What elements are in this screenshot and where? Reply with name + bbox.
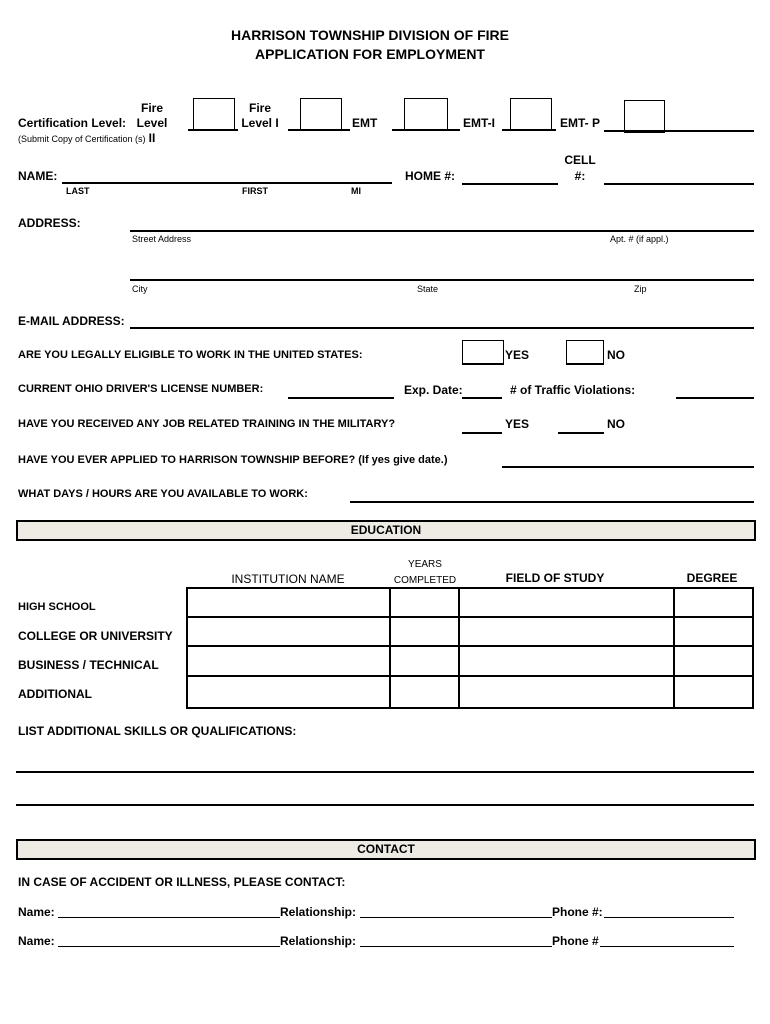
applied-before-date-field[interactable] — [502, 466, 754, 468]
row-high-school: HIGH SCHOOL — [18, 601, 96, 613]
cell-label-bottom: #: — [574, 169, 586, 183]
military-no-field[interactable] — [558, 432, 604, 434]
emt-p-checkbox[interactable] — [624, 100, 665, 133]
last-sublabel: LAST — [66, 186, 90, 196]
mi-sublabel: MI — [351, 186, 361, 196]
email-label: E-MAIL ADDRESS: — [18, 314, 125, 328]
emt-label: EMT — [352, 116, 378, 130]
col-field-of-study: FIELD OF STUDY — [505, 571, 605, 585]
contact-1-relationship-label: Relationship: — [280, 905, 357, 919]
col-years-bottom: COMPLETED — [393, 575, 457, 586]
fire-level-2-top: Fire — [140, 101, 163, 115]
fire-level-2-checkbox[interactable] — [193, 98, 235, 131]
fire-level-1-checkbox[interactable] — [300, 98, 342, 131]
exp-date-label: Exp. Date: — [404, 383, 463, 397]
certification-note: (Submit Copy of Certification (s) — [18, 134, 146, 144]
fire-level-1-bottom: Level I — [241, 116, 279, 130]
skills-line-2[interactable] — [16, 804, 754, 806]
contact-1-name-label: Name: — [18, 905, 55, 919]
city-sublabel: City — [132, 284, 148, 294]
education-table — [186, 587, 754, 709]
contact-2-phone-field[interactable] — [600, 946, 734, 947]
fire-level-1-underline — [288, 129, 350, 131]
street-address-field[interactable] — [130, 230, 754, 232]
exp-date-field[interactable] — [462, 397, 502, 399]
emt-p-label: EMT- P — [560, 116, 601, 130]
contact-2-relationship-label: Relationship: — [280, 934, 357, 948]
city-state-zip-field[interactable] — [130, 279, 754, 281]
row-college: COLLEGE OR UNIVERSITY — [18, 629, 173, 643]
military-yes-label: YES — [505, 417, 530, 431]
title-line-1: HARRISON TOWNSHIP DIVISION OF FIRE — [231, 27, 509, 43]
education-divider-2 — [458, 587, 460, 707]
military-no-label: NO — [607, 417, 625, 431]
address-label: ADDRESS: — [18, 216, 81, 230]
education-row-line-3 — [186, 675, 752, 677]
name-field[interactable] — [62, 182, 392, 184]
fire-level-1-label — [240, 101, 280, 131]
eligible-no-label: NO — [607, 348, 625, 362]
contact-1-name-field[interactable] — [58, 917, 280, 918]
title-line-2: APPLICATION FOR EMPLOYMENT — [255, 46, 485, 62]
availability-question: WHAT DAYS / HOURS ARE YOU AVAILABLE TO WORK: — [18, 488, 308, 500]
cell-label-top: CELL — [564, 153, 596, 167]
eligible-question: ARE YOU LEGALLY ELIGIBLE TO WORK IN THE UNITED STATES: — [18, 349, 363, 361]
contact-prompt: IN CASE OF ACCIDENT OR ILLNESS, PLEASE CONTACT: — [18, 875, 346, 889]
license-question: CURRENT OHIO DRIVER'S LICENSE NUMBER: — [18, 383, 264, 395]
state-sublabel: State — [417, 284, 439, 294]
eligible-no-checkbox[interactable] — [566, 340, 604, 365]
page-title — [0, 26, 740, 64]
email-field[interactable] — [130, 327, 754, 329]
home-phone-field[interactable] — [462, 183, 558, 185]
education-divider-3 — [673, 587, 675, 707]
row-business: BUSINESS / TECHNICAL — [18, 658, 159, 672]
street-sublabel: Street Address — [132, 234, 192, 244]
contact-1-phone-label: Phone #: — [552, 905, 603, 919]
traffic-violations-label: # of Traffic Violations: — [510, 383, 636, 397]
emt-checkbox[interactable] — [404, 98, 448, 131]
contact-2-name-field[interactable] — [58, 946, 280, 947]
col-degree: DEGREE — [686, 571, 738, 585]
cell-phone-field[interactable] — [604, 183, 754, 185]
emt-i-checkbox[interactable] — [510, 98, 552, 131]
military-yes-field[interactable] — [462, 432, 502, 434]
first-sublabel: FIRST — [242, 186, 268, 196]
contact-1-phone-field[interactable] — [604, 917, 734, 918]
name-label: NAME: — [18, 169, 58, 183]
skills-label: LIST ADDITIONAL SKILLS OR QUALIFICATIONS: — [18, 724, 297, 738]
availability-field[interactable] — [350, 501, 754, 503]
education-header: EDUCATION — [16, 520, 756, 541]
fire-level-1-top: Fire — [248, 101, 271, 115]
military-question: HAVE YOU RECEIVED ANY JOB RELATED TRAINING IN THE MILITARY? — [18, 418, 396, 430]
emt-p-underline — [604, 130, 754, 132]
home-phone-label: HOME #: — [405, 169, 456, 183]
apt-sublabel: Apt. # (if appl.) — [610, 234, 669, 244]
skills-line-1[interactable] — [16, 771, 754, 773]
row-additional: ADDITIONAL — [18, 687, 92, 701]
contact-2-name-label: Name: — [18, 934, 55, 948]
education-row-line-2 — [186, 645, 752, 647]
eligible-yes-checkbox[interactable] — [462, 340, 504, 365]
cell-phone-label — [562, 152, 598, 184]
contact-1-relationship-field[interactable] — [360, 917, 552, 918]
contact-2-relationship-field[interactable] — [360, 946, 552, 947]
applied-before-question: HAVE YOU EVER APPLIED TO HARRISON TOWNSHIP BEFORE? (If yes give date.) — [18, 454, 448, 466]
certification-label: Certification Level: — [18, 116, 127, 130]
emt-underline — [392, 129, 460, 131]
education-divider-1 — [389, 587, 391, 707]
license-number-field[interactable] — [288, 397, 394, 399]
emt-i-underline — [502, 129, 556, 131]
fire-level-2-bottom: Level II — [136, 116, 168, 145]
education-row-line-1 — [186, 616, 752, 618]
traffic-violations-field[interactable] — [676, 397, 754, 399]
contact-header: CONTACT — [16, 839, 756, 860]
col-institution: INSTITUTION NAME — [231, 572, 345, 586]
eligible-yes-label: YES — [505, 348, 530, 362]
col-years — [390, 557, 460, 589]
col-years-top: YEARS — [408, 559, 442, 570]
contact-2-phone-label: Phone # — [552, 934, 599, 948]
fire-level-2-underline — [188, 129, 238, 131]
zip-sublabel: Zip — [634, 284, 647, 294]
emt-i-label: EMT-I — [463, 116, 495, 130]
